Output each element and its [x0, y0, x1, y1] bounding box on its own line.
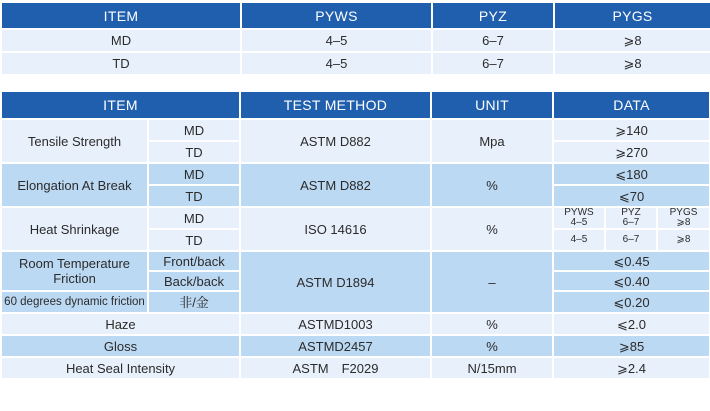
test-method: ASTM F2029 [241, 358, 430, 378]
direction-td: TD [149, 230, 239, 250]
data-value: ⩾140 [554, 120, 709, 140]
grade-pyz-md: PYZ 6–7 [606, 208, 656, 228]
test-method: ASTMD1003 [241, 314, 430, 334]
col-header-data: DATA [554, 92, 709, 118]
data-value: ⩾2.4 [554, 358, 709, 378]
col-header-pyz: PYZ [433, 3, 553, 28]
property-haze: Haze [2, 314, 239, 334]
data-value: ⩽0.45 [554, 252, 709, 270]
test-method: ASTMD2457 [241, 336, 430, 356]
table-row [2, 336, 709, 356]
table-row [2, 252, 709, 270]
property-heat-shrinkage: Heat Shrinkage [2, 208, 147, 250]
test-method: ASTM D882 [241, 164, 430, 206]
grade-pygs-md: PYGS ⩾8 [658, 208, 709, 228]
property-room-temp-friction: Room Temperature Friction [2, 252, 147, 290]
data-value: ⩾85 [554, 336, 709, 356]
cell-value: ⩾8 [555, 53, 710, 74]
table-row [2, 314, 709, 334]
table-header-row [2, 92, 709, 118]
cell-value: ⩾8 [555, 30, 710, 51]
col-header-item: ITEM [2, 3, 240, 28]
col-header-pyws: PYWS [242, 3, 431, 28]
table-row [2, 164, 709, 184]
col-header-test-method: TEST METHOD [241, 92, 430, 118]
cell-value: 6–7 [433, 30, 553, 51]
table-row [2, 358, 709, 378]
data-value: ⩾270 [554, 142, 709, 162]
cell-value: 6–7 [433, 53, 553, 74]
data-value: ⩽0.20 [554, 292, 709, 312]
test-method: ASTM D882 [241, 120, 430, 162]
direction-td: TD [149, 142, 239, 162]
direction-md: MD [149, 208, 239, 228]
table-row [2, 120, 709, 140]
friction-back-back: Back/back [149, 272, 239, 290]
unit: % [432, 314, 552, 334]
data-value: ⩽0.40 [554, 272, 709, 290]
property-gloss: Gloss [2, 336, 239, 356]
unit: Mpa [432, 120, 552, 162]
cell-value: 4–5 [242, 30, 431, 51]
grade-pyws-td: 4–5 [554, 230, 604, 250]
table-row [2, 30, 710, 51]
property-heat-seal: Heat Seal Intensity [2, 358, 239, 378]
grade-pyws-md: PYWS 4–5 [554, 208, 604, 228]
unit: % [432, 164, 552, 206]
property-table [0, 90, 710, 380]
table-header-row [2, 3, 710, 28]
test-method: ISO 14616 [241, 208, 430, 250]
table-row [2, 208, 709, 228]
grade-pyz-td: 6–7 [606, 230, 656, 250]
unit: – [432, 252, 552, 312]
friction-front-back: Front/back [149, 252, 239, 270]
direction-md: MD [149, 120, 239, 140]
direction-md: MD [149, 164, 239, 184]
col-header-pygs: PYGS [555, 3, 710, 28]
grade-pygs-td: ⩾8 [658, 230, 709, 250]
friction-non-metal: 非/金 [149, 292, 239, 312]
table-row [2, 53, 710, 74]
col-header-item: ITEM [2, 92, 239, 118]
property-elongation: Elongation At Break [2, 164, 147, 206]
test-method: ASTM D1894 [241, 252, 430, 312]
data-value: ⩽180 [554, 164, 709, 184]
row-label: TD [2, 53, 240, 74]
unit: N/15mm [432, 358, 552, 378]
data-value: ⩽70 [554, 186, 709, 206]
data-value: ⩽2.0 [554, 314, 709, 334]
property-tensile-strength: Tensile Strength [2, 120, 147, 162]
cell-value: 4–5 [242, 53, 431, 74]
direction-td: TD [149, 186, 239, 206]
property-dynamic-friction: 60 degrees dynamic friction [2, 292, 147, 312]
unit: % [432, 208, 552, 250]
row-label: MD [2, 30, 240, 51]
unit: % [432, 336, 552, 356]
grade-spec-table [0, 1, 710, 76]
col-header-unit: UNIT [432, 92, 552, 118]
